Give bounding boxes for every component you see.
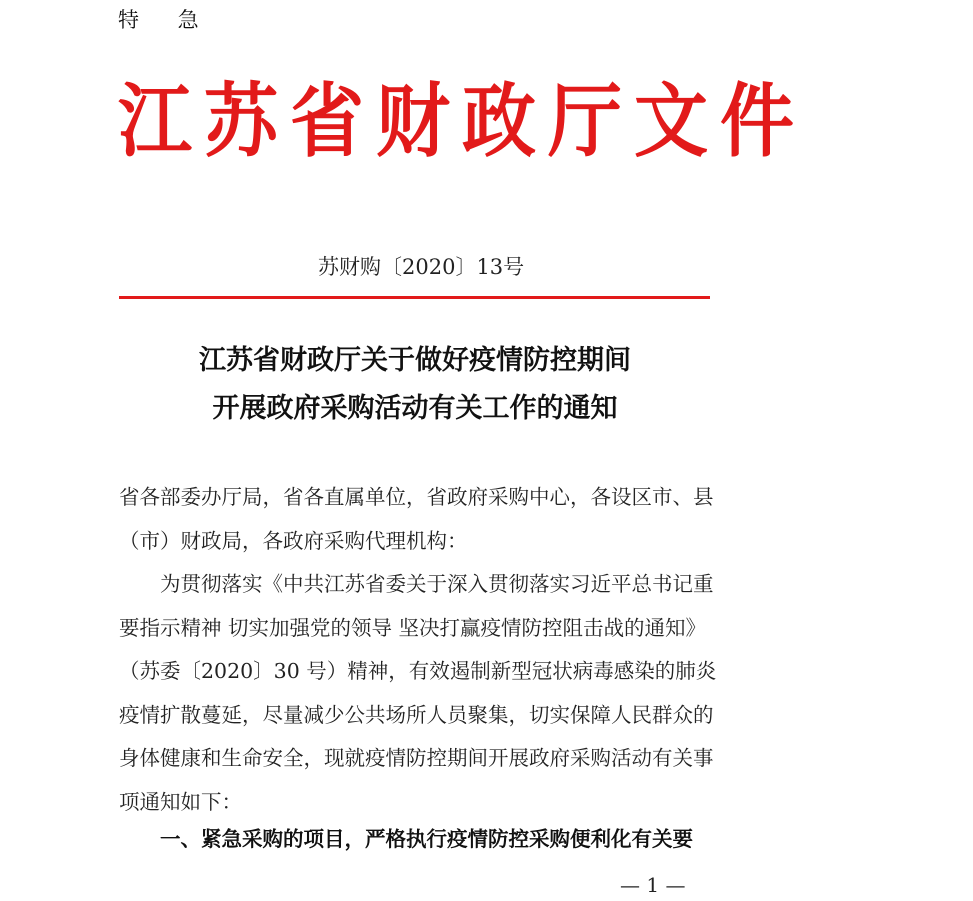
document-number: 苏财购〔2020〕13号 bbox=[318, 255, 525, 279]
document-title-line-2: 开展政府采购活动有关工作的通知 bbox=[212, 393, 618, 424]
intro-paragraph: 为贯彻落实《中共江苏省委关于深入贯彻落实习近平总书记重要指示精神 切实加强党的领导 坚决打赢疫情防控阻击战的通知》（苏委〔2020〕30 号）精神，有效遏制新型冠状病毒感染的肺炎疫情扩散蔓延，尽量减少公共场所人员聚集，切实保障人民群众的身体健康和生命安全，现就疫情防控期间开展政府采购活动有关事项通知如下： bbox=[119, 572, 717, 814]
red-separator-line bbox=[119, 296, 710, 299]
document-body bbox=[119, 476, 719, 824]
issuer-header: 江苏省财政厅文件 bbox=[118, 75, 806, 169]
section-1-heading: 一、紧急采购的项目，严格执行疫情防控采购便利化有关要 bbox=[160, 827, 693, 851]
page-number: — 1 — bbox=[620, 873, 686, 897]
addressees-paragraph: 省各部委办厅局，省各直属单位，省政府采购中心，各设区市、县（市）财政局，各政府采购代理机构： bbox=[119, 485, 714, 553]
urgency-label: 特 急 bbox=[118, 8, 215, 32]
document-title-line-1: 江苏省财政厅关于做好疫情防控期间 bbox=[199, 345, 631, 376]
